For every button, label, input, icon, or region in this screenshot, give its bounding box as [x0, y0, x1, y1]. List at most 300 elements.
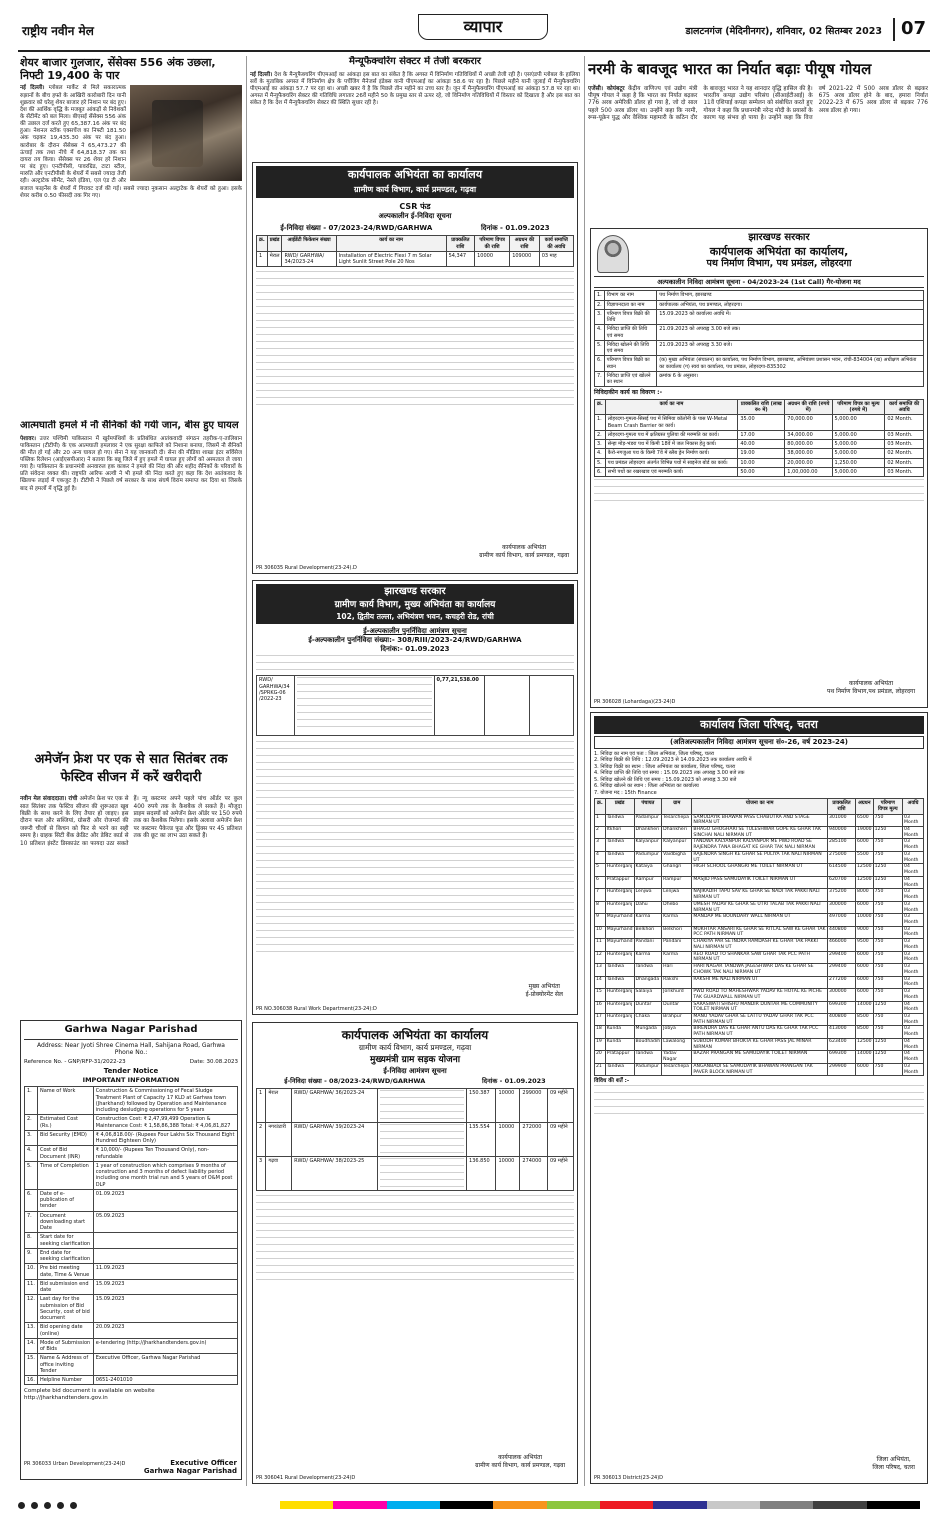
table-cell: RAKSHI ME NALI NIRMAN UT — [692, 976, 828, 988]
table-cell: 50.00 — [738, 467, 785, 476]
table-cell: 3 — [257, 1156, 266, 1190]
table-row — [25, 1279, 238, 1295]
table-header-cell: प्राक्कलित राशि — [828, 799, 856, 815]
table-cell: 750 — [873, 901, 902, 913]
chatra-pr-no: PR 306013 District(23-24)D — [594, 1474, 663, 1481]
table-cell: 2. — [25, 1115, 38, 1131]
pmgsy-conditions-lines — [256, 1195, 574, 1285]
ranchi-intro-lines — [256, 655, 574, 673]
table-cell: Cost of Bid Document (INR) — [37, 1146, 93, 1162]
table-header-cell: प्रखंड — [605, 799, 634, 815]
table-cell: 12500 — [855, 876, 873, 888]
table-cell: Tandwa — [605, 976, 634, 988]
table-cell: SAMUDAYIK BHAWAN PASS CHABUTRA AND STAGE NIRMAN UT — [692, 814, 828, 826]
gnp-date: Date: 30.08.2023 — [189, 1058, 238, 1065]
table-row — [595, 1038, 924, 1050]
table-cell: लोहरदगा-गुमला पथ में क्षतिग्रस्त पुलिया की मरम्मति का कार्य। — [605, 430, 738, 439]
paper-name: राष्ट्रीय नवीन मेल — [22, 24, 94, 38]
table-cell: Pandani — [634, 939, 662, 951]
table-cell: 20.09.2023 — [93, 1323, 237, 1339]
table-cell: 14 — [595, 976, 606, 988]
table-row — [25, 1146, 238, 1162]
table-cell: 10000 — [855, 914, 873, 926]
table-cell: 03 Month — [903, 951, 924, 963]
color-swatch — [653, 1501, 706, 1509]
table-cell: Lenjwa — [662, 889, 692, 901]
table-cell: निविदा खोलने की तिथि एवं समय — [604, 340, 656, 356]
table-cell: 5. — [595, 458, 606, 467]
table-cell: 5. — [25, 1161, 38, 1189]
table-cell: BAZAR PRANGAN ME SAMUDAYIK TOILET NIRMAN — [692, 1051, 828, 1063]
column-rule-2 — [584, 56, 585, 1486]
table-cell: Hunterganj — [605, 864, 634, 876]
table-cell: 623400 — [828, 1038, 856, 1050]
table-row — [25, 1338, 238, 1354]
amazon-headline: अमेजॅन फ्रेश पर एक से सात सितंबर तक फेस्टिव सीजन में करें खरीदारी — [34, 752, 228, 785]
table-cell: 1. — [595, 291, 605, 300]
table-cell: Dhankheri — [634, 826, 662, 838]
table-cell: 6000 — [855, 901, 873, 913]
table-cell: परिमाण विपत्र बिक्री की तिथि — [604, 309, 656, 325]
table-cell: 11. — [25, 1279, 38, 1295]
table-cell: 03 Month — [903, 1026, 924, 1038]
table-cell: 12500 — [855, 1038, 873, 1050]
table-cell: 299900 — [828, 1063, 856, 1075]
table-cell: 15.09.2023 को कार्यालय अवधि में। — [657, 309, 924, 325]
table-cell: विज्ञापनदाता का नाम — [604, 300, 656, 309]
table-cell: 21.09.2023 को अपराह्न 3.30 बजे। — [657, 340, 924, 356]
table-row — [257, 1122, 574, 1156]
color-swatch — [547, 1501, 600, 1509]
table-cell: 10 — [595, 926, 606, 938]
table-row — [25, 1130, 238, 1146]
table-cell: Tandwa — [605, 839, 634, 851]
table-cell: 54,347 — [446, 251, 475, 267]
table-cell: 299000 — [520, 1088, 548, 1122]
table-cell: 04 Month — [903, 1051, 924, 1063]
table-row — [595, 1063, 924, 1075]
table-cell: Padampur — [634, 814, 662, 826]
pmgsy-scheme: मुख्यमंत्री ग्राम सड़क योजना — [369, 1055, 461, 1066]
manufacturing-body: नई दिल्ली। देश के मैन्युफैक्चरिंग पीएमआई का आंकड़ा इस बात का संकेत है कि अगस्त में विनिर्माण गतिविधियों में अच्छी तेजी रही है। एसएंडपी ग्लोबल के हालिया सर्वे के मुताबिक अगस्त में विनिर्माण क्षेत्र के पर्चेजिंग मैनेजर्स इंडेक्स यानी पीएमआई का आंकड़ा 58.6 पर रहा है। पिछले महीने यानी जुलाई में मैन्युफैक्चरिंग पीएमआई का आंकड़ा 57.7 पर रहा था। अच्छी खबर ये है कि पिछले तीन महीने का उच्च स्तर है। जून में मैन्युफैक्चरिंग पीएमआई का आंकड़ा 57.8 पर रहा था। अगस्त में मैन्युफैक्चरिंग सेक्टर की गतिविधि लगातार 26वें महीने 50 के प्रमुख स्तर से ऊपर रहे, जो विनिर्माण गतिविधियों में विस्तार को दिखाता है और इस बात का संकेत है कि देश में मैन्युफैक्चरिंग सेक्टर की स्थिति सुधार रही है। — [250, 71, 580, 107]
table-cell: 5,000.00 — [832, 440, 885, 449]
lohardaga-notice: अल्पकालीन निविदा आमंत्रण सूचना - 04/2023-24 (1st Call) गैर-योजना मद — [594, 276, 924, 288]
table-cell: 136.850 — [467, 1156, 496, 1190]
table-row — [25, 1248, 238, 1264]
table-cell: Tandwa — [605, 814, 634, 826]
table-cell: 21.09.2023 को अपराह्न 3.00 बजे तक। — [657, 325, 924, 341]
table-cell: 750 — [873, 1014, 902, 1026]
table-cell: 35.00 — [738, 415, 785, 431]
table-cell: विभाग का नाम — [604, 291, 656, 300]
table-cell: 6. — [595, 467, 606, 476]
chatra-zila-parishad-tender — [590, 712, 928, 1484]
table-row — [25, 1161, 238, 1189]
chatra-footer-title: विविध की शर्तें :- — [594, 1078, 630, 1085]
table-cell: End date for seeking clarification — [37, 1248, 93, 1264]
table-cell: Belkhori — [634, 926, 662, 938]
table-cell: 04 Month — [903, 864, 924, 876]
table-cell: 09 महीने — [547, 1088, 573, 1122]
table-row — [25, 1211, 238, 1233]
table-cell: 6. — [25, 1189, 38, 1211]
table-row — [257, 1156, 574, 1190]
csr-title: कार्यपालक अभियंता का कार्यालय — [256, 166, 574, 184]
gnp-ref: Reference No. - GNP/RFP-31/2022-23 — [24, 1058, 126, 1065]
table-cell: मेराल — [267, 251, 282, 267]
table-row — [595, 926, 924, 938]
table-cell: 17 — [595, 1014, 606, 1026]
table-cell: Kataiya — [634, 864, 662, 876]
table-cell: 13 — [595, 964, 606, 976]
table-cell: 6 — [595, 876, 606, 888]
table-cell: 14. — [25, 1338, 38, 1354]
table-header-cell: कार्य समाप्ति की अवधि — [885, 399, 924, 415]
table-cell: Lenjwa — [634, 889, 662, 901]
color-swatch — [867, 1501, 920, 1509]
table-cell: Helpline Number — [37, 1376, 93, 1385]
color-swatch — [493, 1501, 546, 1509]
table-cell: Hunterganj — [605, 1001, 634, 1013]
table-row — [25, 1354, 238, 1376]
table-header-cell: प्राक्कलित राशि — [446, 236, 475, 252]
table-header-cell: अग्रधन की राशि (रुपये में) — [785, 399, 832, 415]
table-cell: 497000 — [828, 914, 856, 926]
table-cell: Duntar — [662, 1001, 692, 1013]
ranchi-amount: 0,77,21,538.00 — [434, 676, 485, 736]
lohardaga-works-table — [594, 399, 924, 477]
table-cell: 1250 — [873, 1001, 902, 1013]
table-cell: Dhangada — [634, 976, 662, 988]
table-cell: (क) मुख्य अभियंता (संचालन) का कार्यालय, पथ निर्माण विभाग, झारखण्ड, अभियंत्रण प्रशासन भवन, रांची-834004 (ख) अधीक्षण अभियंता का कार्यालय (ग) स्वयं का कार्यालय, पथ प्रमंडल, लोहरदगा-835302 — [657, 356, 924, 372]
table-cell: Dhebo — [662, 901, 692, 913]
pmgsy-ref: ई-निविदा संख्या - 08/2023-24/RWD/GARHWA — [284, 1077, 426, 1086]
info-line: 5. निविदा खोलने की तिथि एवं समय : 15.09.2023 को अपराह्न 3.30 बजे — [594, 776, 737, 783]
table-cell: 02 Month. — [885, 458, 924, 467]
table-cell: 1. — [595, 415, 606, 431]
story-sensex — [20, 56, 242, 436]
table-cell: 750 — [873, 851, 902, 863]
table-cell: 80,000.00 — [785, 440, 832, 449]
gnp-address: Address: Near Jyoti Shree Cinema Hall, Sahijana Road, Garhwa — [37, 1041, 225, 1049]
registration-dot-icon — [70, 1502, 77, 1509]
table-cell: 4. — [595, 325, 605, 341]
table-cell: BHAGO GHOGHARI SE TULESHWAR GOPE KE GHAR TAK SINCHAI NALI NIRMAN UT — [692, 826, 828, 838]
table-row — [595, 291, 924, 300]
table-cell: कैरो-नगजुआ पथ के किमी 7वें में स्लैब ड्रेन निर्माण कार्य। — [605, 449, 738, 458]
table-cell: 01.09.2023 — [93, 1189, 237, 1211]
table-cell: Estimated Cost (Rs.) — [37, 1115, 93, 1131]
table-cell: TANDWA KALYANPUR KALYANPUR ME PWD ROAD SE RAJENDRA TANA BHAGAT KE GHAR TAK NALI NIRMAN — [692, 839, 828, 851]
table-cell: 03 Month — [903, 989, 924, 1001]
table-cell: 7. — [595, 371, 605, 387]
table-cell: 19.00 — [738, 449, 785, 458]
gnp-title: Garhwa Nagar Parishad — [24, 1024, 238, 1040]
table-cell: 17.00 — [738, 430, 785, 439]
table-cell: 10. — [25, 1264, 38, 1280]
table-cell: MASJID PASS SAMUDAYIK TOILET NIRMAN UT — [692, 876, 828, 888]
table-cell: 1250 — [873, 1038, 902, 1050]
table-cell: मेराल — [266, 1088, 292, 1122]
table-cell: ₹ 4,06,818.00/- (Rupees Four Lakhs Six Thousand Eight Hundred Eighteen Only) — [93, 1130, 237, 1146]
pmgsy-notice: ई-निविदा आमंत्रण सूचना — [383, 1066, 447, 1075]
table-cell: 03 Month — [903, 964, 924, 976]
table-cell: 03 Month. — [885, 430, 924, 439]
table-row — [595, 976, 924, 988]
table-cell: 11 — [595, 939, 606, 951]
table-row — [595, 989, 924, 1001]
table-cell: 14000 — [855, 1051, 873, 1063]
table-cell: Mode of Submission of Bids — [37, 1338, 93, 1354]
ranchi-line1: झारखण्ड सरकार — [256, 584, 574, 599]
table-cell: Kunda — [605, 1038, 634, 1050]
table-cell: 5,000.00 — [832, 449, 885, 458]
table-cell: Jorikhurd — [662, 989, 692, 1001]
table-cell: 18 — [595, 1026, 606, 1038]
table-cell: SARASWATI SHISHU MANDIR DUNTAR ME COMMUNITY TOILET NIRMAN UT — [692, 1001, 828, 1013]
table-cell: 21 — [595, 1063, 606, 1075]
story-amazon — [20, 745, 242, 1017]
page-number: 07 — [893, 18, 926, 41]
table-cell: 2 — [257, 1122, 266, 1156]
registration-marks — [18, 1501, 268, 1509]
table-cell: 7. — [25, 1211, 38, 1233]
table-cell: 750 — [873, 839, 902, 851]
table-cell: 750 — [873, 976, 902, 988]
table-cell: 03 Month — [903, 1014, 924, 1026]
table-cell: 3 — [595, 839, 606, 851]
ranchi-signature-org: ई-प्रोक्योरमेंट सेल — [525, 990, 563, 998]
table-cell: MANU YADAV GHAR SE LATTU YADAV GHAR TAK PCC PATH NIRMAN UT — [692, 1014, 828, 1026]
table-cell: Duntar — [634, 1001, 662, 1013]
table-cell: 8500 — [855, 1014, 873, 1026]
table-row — [595, 356, 924, 372]
table-cell — [93, 1233, 237, 1249]
table-header-cell: अवधि — [903, 799, 924, 815]
ranchi-conditions-lines — [256, 741, 574, 956]
table-cell: 1 year of construction which comprises 9 months of construction and 3 months of defect liability period including one month trial run and 5 years of O&M post DLP — [93, 1161, 237, 1189]
table-cell: 04 Month — [903, 876, 924, 888]
table-cell: 34,000.00 — [785, 430, 832, 439]
table-cell: RWD/ GARHWA/ 34/2023-24 — [282, 251, 336, 267]
table-cell: PWD ROAD TO MAHESHWAR YADAV KE HOTAL KE PICHE TAK GUARDWALL NIRMAN UT — [692, 989, 828, 1001]
table-cell: 3. — [25, 1130, 38, 1146]
table-cell: Tandwa — [605, 851, 634, 863]
attack-body: पेशावर। उत्तर पश्चिमी पाकिस्तान में खुर्रमपंथियों के प्रतिबंधित आतंकवादी संगठन तहरीक-ए-तालिबान पाकिस्तान (टीटीपी) के एक आत्मघाती हमलावर ने एक सुरक्षा काफिले को निशाना बनाया, जिसमें नौ सैनिकों की मौत हो गई और 20 अन्य घायल हो गए। सेना ने यह जानकारी दी। सेना की मीडिया शाखा इंटर सर्विसेज पब्लिक रिलेशन (आईएसपीआर) ने बताया कि बन्नू जिले में हुए हमले में घायल हुए लोगों को अस्पताल ले जाया गया है। पाकिस्तान के प्रधानमंत्री अनवारुल हक काकर ने हमले की निंदा की और शहीद सैनिकों के परिवारों के प्रति संवेदना व्यक्त की। राष्ट्रपति आरिफ अल्वी ने भी हमले की निंदा करते हुए कहा कि देश आतंकवाद के खिलाफ लड़ाई में एकजुट है। टीटीपी ने पिछले वर्ष सरकार के साथ संघर्ष विराम समाप्त कर दिया था जिसके बाद से हमलों में वृद्धि हुई है। — [20, 435, 242, 492]
table-cell: 400800 — [828, 1014, 856, 1026]
table-cell: 9500 — [855, 939, 873, 951]
table-cell: 05.09.2023 — [93, 1211, 237, 1233]
table-cell: पथ निर्माण विभाग, झारखण्ड — [657, 291, 924, 300]
table-cell: Vaidbigha — [662, 851, 692, 863]
table-row — [25, 1233, 238, 1249]
attack-headline: आत्मघाती हमले में नौ सैनिकों की गयी जान, बीस हुए घायल — [20, 420, 239, 431]
chatra-title: कार्यालय जिला परिषद्, चतरा — [594, 716, 924, 734]
table-cell: 275000 — [828, 851, 856, 863]
table-cell: Pratappur — [605, 1051, 634, 1063]
lohardaga-works-title: निविदाकीन कार्य का विवरण :- — [594, 389, 663, 397]
chatra-notice: (अतिअल्पकालीन निविदा आमंत्रण सूचना सं०-26, वर्ष 2023-24) — [594, 736, 924, 749]
table-cell: 12. — [25, 1295, 38, 1323]
csr-pr-no: PR 306035 Rural Development(23-24).D — [256, 564, 357, 571]
table-cell: 750 — [873, 939, 902, 951]
csr-work-table — [256, 235, 574, 267]
pmgsy-title: कार्यपालक अभियंता का कार्यालय — [341, 1028, 489, 1042]
table-cell: Rampur — [634, 876, 662, 888]
table-row — [595, 325, 924, 341]
table-cell: 13. — [25, 1323, 38, 1339]
table-cell: 12500 — [855, 864, 873, 876]
table-cell: 6. — [595, 356, 605, 372]
table-cell: 1 — [595, 814, 606, 826]
table-cell: 03 Month — [903, 839, 924, 851]
amazon-body: नवीन मेल संवाददाता। रांची अमेजॅन फ्रेश पर एक से सात सितंबर तक फेस्टिव सीजन की शुरूआत खूब बिक्री के साथ करने के लिए तैयार हो जाइए। इस दौरान फल और सब्जियां, ग्रोसरी और रोजमर्रा की जरूरी चीजों से किचन को फिर से भरने का सही समय है। ग्राहक सिटी बैंक क्रेडिट और डेबिट कार्ड से 10 प्रतिशत इंस्टेंट डिस्काउंट का फायदा उठा सकते हैं। न्यू कस्टमर अपने पहले पांच ऑर्डर पर कुल 400 रुपये तक के कैशबैक ले सकते हैं। मौजूदा प्राइम सदस्यों को अमेजॅन फ्रेश ऑर्डर पर 150 रुपये तक का कैशबैक मिलेगा। इसके अलावा अमेजॅन फ्रेश पर कस्टमर पैकेज्ड फूड और ड्रिंक्स पर 45 प्रतिशत तक की छूट का लाभ उठा सकते हैं। — [20, 796, 242, 847]
table-cell: Kunda — [605, 1026, 634, 1038]
table-cell: Hunterganj — [605, 1014, 634, 1026]
jharkhand-emblem-icon — [597, 235, 629, 273]
table-cell: HARI NAGAR TANDWA JAGESHWAR DAS KE GHAR SE CHOWK TAK NALI NIRMAN UT — [692, 964, 828, 976]
table-cell: 1 — [257, 251, 268, 267]
table-cell: Karma — [634, 951, 662, 963]
color-swatch — [387, 1501, 440, 1509]
csr-notice: अल्पकालीन ई-निविदा सूचना — [378, 211, 452, 220]
table-row — [25, 1295, 238, 1323]
table-cell: 6000 — [855, 839, 873, 851]
registration-dot-icon — [18, 1502, 25, 1509]
table-cell: 8. — [25, 1233, 38, 1249]
table-cell: 6000 — [855, 989, 873, 1001]
pmgsy-date: दिनांक - 01.09.2023 — [481, 1077, 546, 1086]
lohardaga-rcd-tender — [590, 228, 928, 708]
table-cell: Name & Address of office inviting Tender — [37, 1354, 93, 1376]
table-cell: 9. — [25, 1248, 38, 1264]
table-cell: Executive Officer, Garhwa Nagar Parishad — [93, 1354, 237, 1376]
color-swatch — [760, 1501, 813, 1509]
table-header-cell: प्राक्कलित राशि (लाख रु० में) — [738, 399, 785, 415]
table-row — [595, 467, 924, 476]
table-row — [595, 458, 924, 467]
stock-exchange-photo — [130, 85, 242, 181]
table-cell: 1 — [257, 1088, 266, 1122]
chatra-conditions-lines — [594, 1085, 924, 1119]
table-cell: 03 Month — [903, 926, 924, 938]
table-cell: MANDAP ME BOUNDARY WALL NIRMAN UT — [692, 914, 828, 926]
table-cell: 5,000.00 — [832, 467, 885, 476]
table-cell: 750 — [873, 914, 902, 926]
table-cell: 6000 — [855, 964, 873, 976]
table-cell: 301000 — [828, 814, 856, 826]
table-cell: Salaiya — [634, 989, 662, 1001]
table-row — [595, 1014, 924, 1026]
table-cell: 11.09.2023 — [93, 1264, 237, 1280]
table-cell: 750 — [873, 964, 902, 976]
table-cell: Kalyanpur — [662, 839, 692, 851]
info-line: 4. निविदा प्राप्ति की तिथि एवं समय : 15.09.2023 तक अपराह्न 3.00 बजे तक — [594, 770, 745, 776]
table-cell: ₹ 10,000/- (Rupees Ten Thousand Only), non-refundable — [93, 1146, 237, 1162]
table-cell: 15.09.2023 — [93, 1279, 237, 1295]
table-cell: 375200 — [828, 889, 856, 901]
table-cell: Bid submission end date — [37, 1279, 93, 1295]
table-cell: 03 Month — [903, 1063, 924, 1075]
table-header-cell: क्र. — [595, 799, 606, 815]
table-cell: 3. — [595, 309, 605, 325]
table-cell: e-tendering (http://jharkhandtenders.gov.in) — [93, 1338, 237, 1354]
table-row — [595, 814, 924, 826]
table-cell: Lawalong — [662, 1038, 692, 1050]
table-header-cell: कार्य का नाम — [336, 236, 446, 252]
table-row — [595, 415, 924, 431]
table-cell: Hunterganj — [605, 901, 634, 913]
table-cell: 750 — [873, 814, 902, 826]
table-row — [25, 1376, 238, 1385]
table-cell: 4. — [595, 449, 606, 458]
lohardaga-conditions-lines — [594, 479, 924, 501]
table-cell: Yadav Nagar — [662, 1051, 692, 1063]
color-swatch — [813, 1501, 866, 1509]
lohardaga-info-table — [594, 290, 924, 387]
table-cell: 40.00 — [738, 440, 785, 449]
table-header-cell: परिमाण विपत्र की राशि — [475, 236, 510, 252]
table-cell: 03 Month — [903, 901, 924, 913]
table-cell: 285100 — [828, 839, 856, 851]
table-cell: 750 — [873, 1026, 902, 1038]
table-cell: 750 — [873, 989, 902, 1001]
table-header-cell: पंचायत — [634, 799, 662, 815]
table-cell: REO ROAD TO SHANKAR SAW GHAR TAK PCC PATH NIRMAN UT — [692, 951, 828, 963]
gnp-phone: Phone No.: — [114, 1049, 148, 1056]
table-cell: Pre bid meeting date, Time & Venue — [37, 1264, 93, 1280]
table-cell: पथ प्रमंडल लोहरदगा अंतर्गत विभिन्न पथों में साइनेज बोर्ड का कार्य। — [605, 458, 738, 467]
gnp-info-title: IMPORTANT INFORMATION — [82, 1076, 180, 1085]
garhwa-nagar-parishad-tender — [20, 1020, 242, 1480]
gnp-signature-org: Garhwa Nagar Parishad — [143, 1467, 237, 1476]
table-cell: 09 महीने — [547, 1122, 573, 1156]
table-cell: 300000 — [828, 901, 856, 913]
table-row — [595, 449, 924, 458]
table-row — [257, 1088, 574, 1122]
table-row — [595, 309, 924, 325]
table-cell: Dahu — [634, 901, 662, 913]
table-cell: Mayurhand — [605, 914, 634, 926]
csr-signature: कार्यपालक अभियंता — [502, 544, 547, 551]
ranchi-pr-no: PR NO.306038 Rural Work Department(23-24):D — [256, 1005, 377, 1012]
csr-ref: ई-निविदा संख्या - 07/2023-24/RWD/GARHWA — [280, 223, 433, 232]
print-color-bar — [280, 1501, 920, 1509]
table-header-cell: योजना का नाम — [692, 799, 828, 815]
table-row — [595, 901, 924, 913]
gnp-notice-title: Tender Notice — [103, 1067, 159, 1076]
table-cell: 16 — [595, 1001, 606, 1013]
table-header-cell: ग्राम — [662, 799, 692, 815]
gnp-info-table — [24, 1086, 238, 1385]
csr-signature-org: ग्रामीण कार्य विभाग, कार्य प्रमण्डल, गढ़वा — [479, 551, 569, 559]
lohardaga-line3: पथ निर्माण विभाग, पथ प्रमंडल, लोहरदगा — [706, 258, 852, 270]
manufacturing-headline: मैन्यूफैक्चरिंग सेक्टर में तेजी बरकरार — [348, 56, 482, 67]
goyal-body: एजेंसी। कोयंबटूर केंद्रीय वाणिज्य एवं उद्योग मंत्री पीयूष गोयल ने कहा है कि भारत का निर्यात बढ़कर 776 अरब अमेरिकी डॉलर हो गया है, जो दो साल पहले 500 अरब डॉलर था। उन्होंने कहा कि नरमी, रूस-यूक्रेन युद्ध और वैश्विक महामारी के कठिन दौर के बावजूद भारत ने यह शानदार वृद्धि हासिल की है। भारतीय कपड़ा उद्योग परिसंघ (सीआईटीआई) के 11वें एशियाई कपड़ा सम्मेलन को संबोधित करते हुए गोयल ने कहा कि प्रधानमंत्री नरेन्द्र मोदी के प्रयासों के कारण यह संभव हो पाया है। उन्होंने कहा कि वित्त वर्ष 2021-22 में 500 अरब डॉलर से बढ़कर 675 अरब डॉलर होने के बाद, हमारा निर्यात 2022-23 में 675 अरब डॉलर से बढ़कर 776 अरब डॉलर हो गया। — [588, 85, 928, 122]
table-row — [595, 1026, 924, 1038]
table-cell: गढ़वा — [266, 1156, 292, 1190]
table-cell: Last day for the submission of Bid Security, cost of bid document — [37, 1295, 93, 1323]
table-cell: 2. — [595, 430, 606, 439]
table-row — [595, 1001, 924, 1013]
table-cell: 750 — [873, 926, 902, 938]
lohardaga-line2: कार्यपालक अभियंता का कार्यालय, — [709, 244, 849, 258]
table-cell: 135.554 — [467, 1122, 496, 1156]
story-goyal — [588, 56, 928, 226]
table-cell: Hunterganj — [605, 951, 634, 963]
table-cell: 1,00,000.00 — [785, 467, 832, 476]
table-cell: 20,000.00 — [785, 458, 832, 467]
